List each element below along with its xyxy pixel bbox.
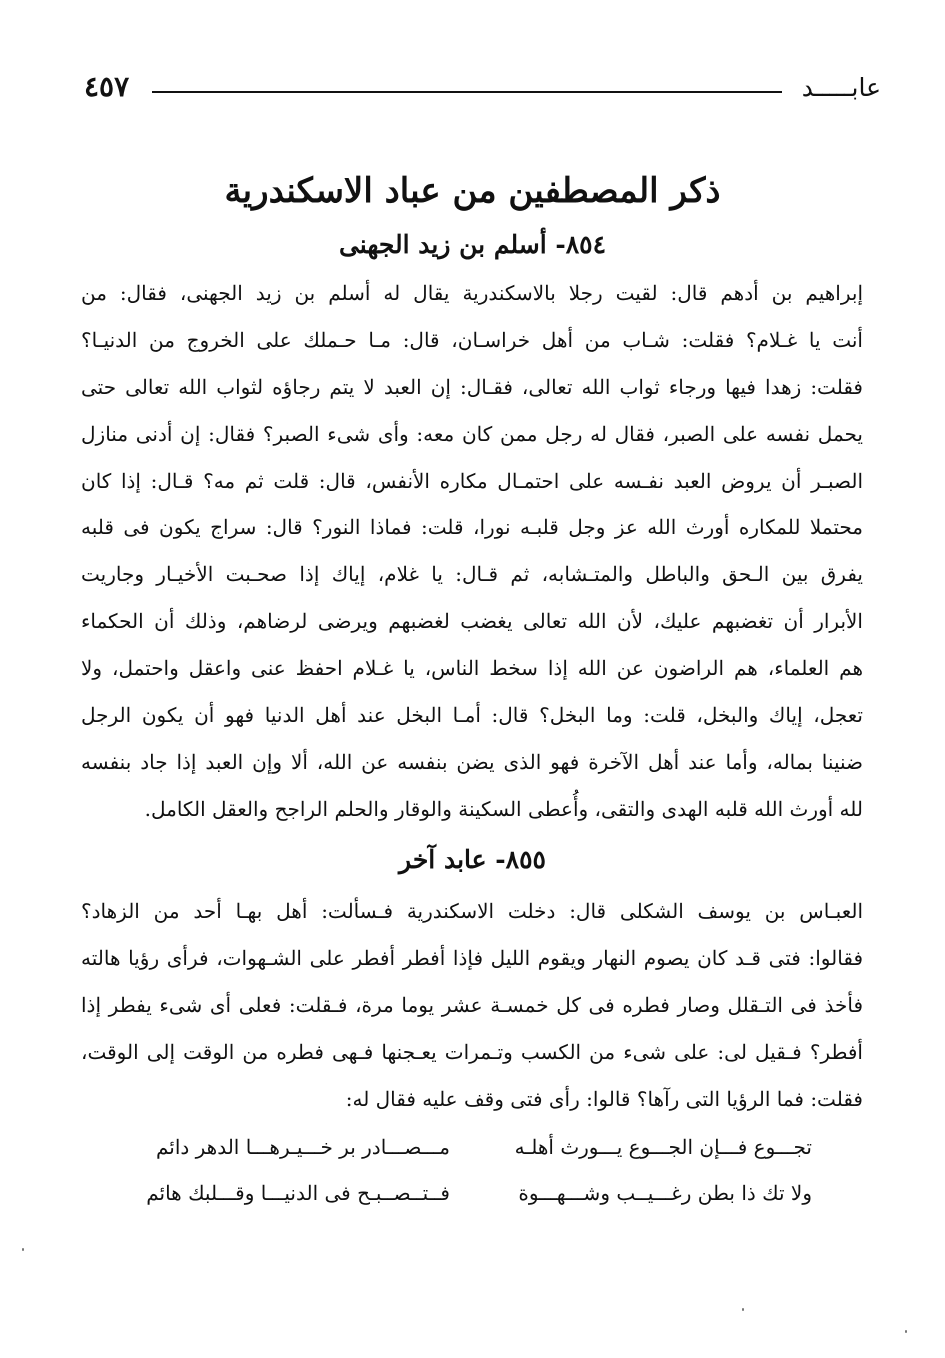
entry-paragraph: [81, 270, 863, 833]
entry-heading: ٨٥٥- عابد آخر: [399, 845, 546, 874]
verse-first-hemistich: تجـــوع فـــإن الجـــوع يـــورث أهلـه: [514, 1135, 812, 1159]
text-line: فأخذ فى التـقلل وصار فطره فى كل خمسـة عشر يوما مرة، فـقلت: فعلى أى شىء يفطر إذا: [81, 992, 863, 1017]
section-title: ذكر المصطفين من عباد الاسكندرية: [224, 171, 721, 211]
header-rule: [152, 91, 782, 93]
scan-speck: [742, 1308, 744, 1311]
text-line: يفرق بين الـحق والباطل والمتـشابه، ثم قـال: يا غلام، إياك إذا صحـبت الأخيـار وجاريت: [81, 562, 863, 587]
text-line: الأبرار أن تغضبهم عليك، لأن الله تعالى يغضب لغضبهم ويرضى لرضاهم، وذلك أن الحكماء: [81, 609, 863, 634]
poem: [120, 1124, 840, 1216]
text-line: فقالوا: فتى قـد كان يصوم النهار ويقوم الليل فإذا أفطر أفطر على الشـهوات، فرأى رؤيا هالته: [81, 945, 863, 970]
page-number: ٤٥٧: [84, 70, 130, 103]
text-line: إبراهيم بن أدهم قال: لقيت رجلا بالاسكندرية يقال له أسلم بن زيد الجهنى، فقال: من: [81, 281, 863, 305]
text-line: هم العلماء، هم الراضون عن الله إذا سخط الناس، يا غـلام احفظ عنى واعقل واحتمل، ولا: [81, 656, 863, 681]
text-line: فقلت: زهدا فيها ورجاء ثواب الله تعالى، فقـال: إن العبد لا يتم رجاؤه لثواب الله تعالى حتى: [81, 374, 863, 399]
poem-verse: [120, 1170, 840, 1216]
verse-second-hemistich: مـــصـــادر بر خـــيـرهـــا الدهر دائم: [155, 1135, 450, 1159]
text-line: محتملا للمكاره أورث الله عز وجل قلبـه نورا، قلت: فماذا النور؟ قال: سراج يكون فى قلبه: [81, 515, 863, 540]
text-line: تعجل، إياك والبخل، قلت: وما البخل؟ قال: أمـا البخل عند أهل الدنيا فهو أن يكون الرجل: [81, 703, 863, 728]
entry-heading: ٨٥٤- أسلم بن زيد الجهنى: [338, 230, 607, 259]
text-line: أنت يا غـلام؟ فقلت: شـاب من أهل خراسـان، قال: مـا حـملك على الخروج من الدنيـا؟: [81, 327, 863, 352]
scan-speck: [905, 1330, 907, 1333]
text-line: لله أورث الله قلبه الهدى والتقى، وأُعطى السكينة والوقار والحلم الراجح والعقل الكامل.: [144, 796, 863, 821]
verse-second-hemistich: فــتــصــبـح فى الدنيـــا وقـــلبك هائم: [146, 1181, 450, 1205]
text-line: ضنينا بماله، وأما عند أهل الآخرة فهو الذى يضن بنفسه عن الله، ألا وإن العبد إذا جاد بنفسه: [81, 749, 863, 774]
text-line: العبـاس بن يوسف الشكلى قال: دخلت الاسكندرية فـسألت: أهل بهـا أحد من الزهاد؟: [81, 899, 863, 923]
scan-speck: [22, 1248, 24, 1251]
verse-first-hemistich: ولا تك ذا بطن رغـــيــب وشـــهـــوة: [518, 1181, 812, 1205]
text-line: الصبـر أن يروض العبد نفـسه على احتمـال مكاره الأنفس، قال: قلت ثم مه؟ قـال: إذا كان: [81, 468, 863, 493]
entry-paragraph: [81, 888, 863, 1122]
running-header-title: عابـــــد: [801, 73, 881, 102]
poem-verse: [120, 1124, 840, 1170]
text-line: أفطر؟ فـقيل لى: على شىء من الكسب وتـمرات يعـجنها فـهى فطره من الوقت إلى الوقت،: [81, 1039, 863, 1064]
text-line: يحمل نفسه على الصبر، فقال له رجل ممن كان معه: وأى شىء الصبر؟ فقال: إن أدنى منازل: [81, 421, 863, 446]
text-line: فقلت: فما الرؤيا التى رآها؟ قالوا: رأى فتى وقف عليه فقال له:: [345, 1086, 863, 1111]
